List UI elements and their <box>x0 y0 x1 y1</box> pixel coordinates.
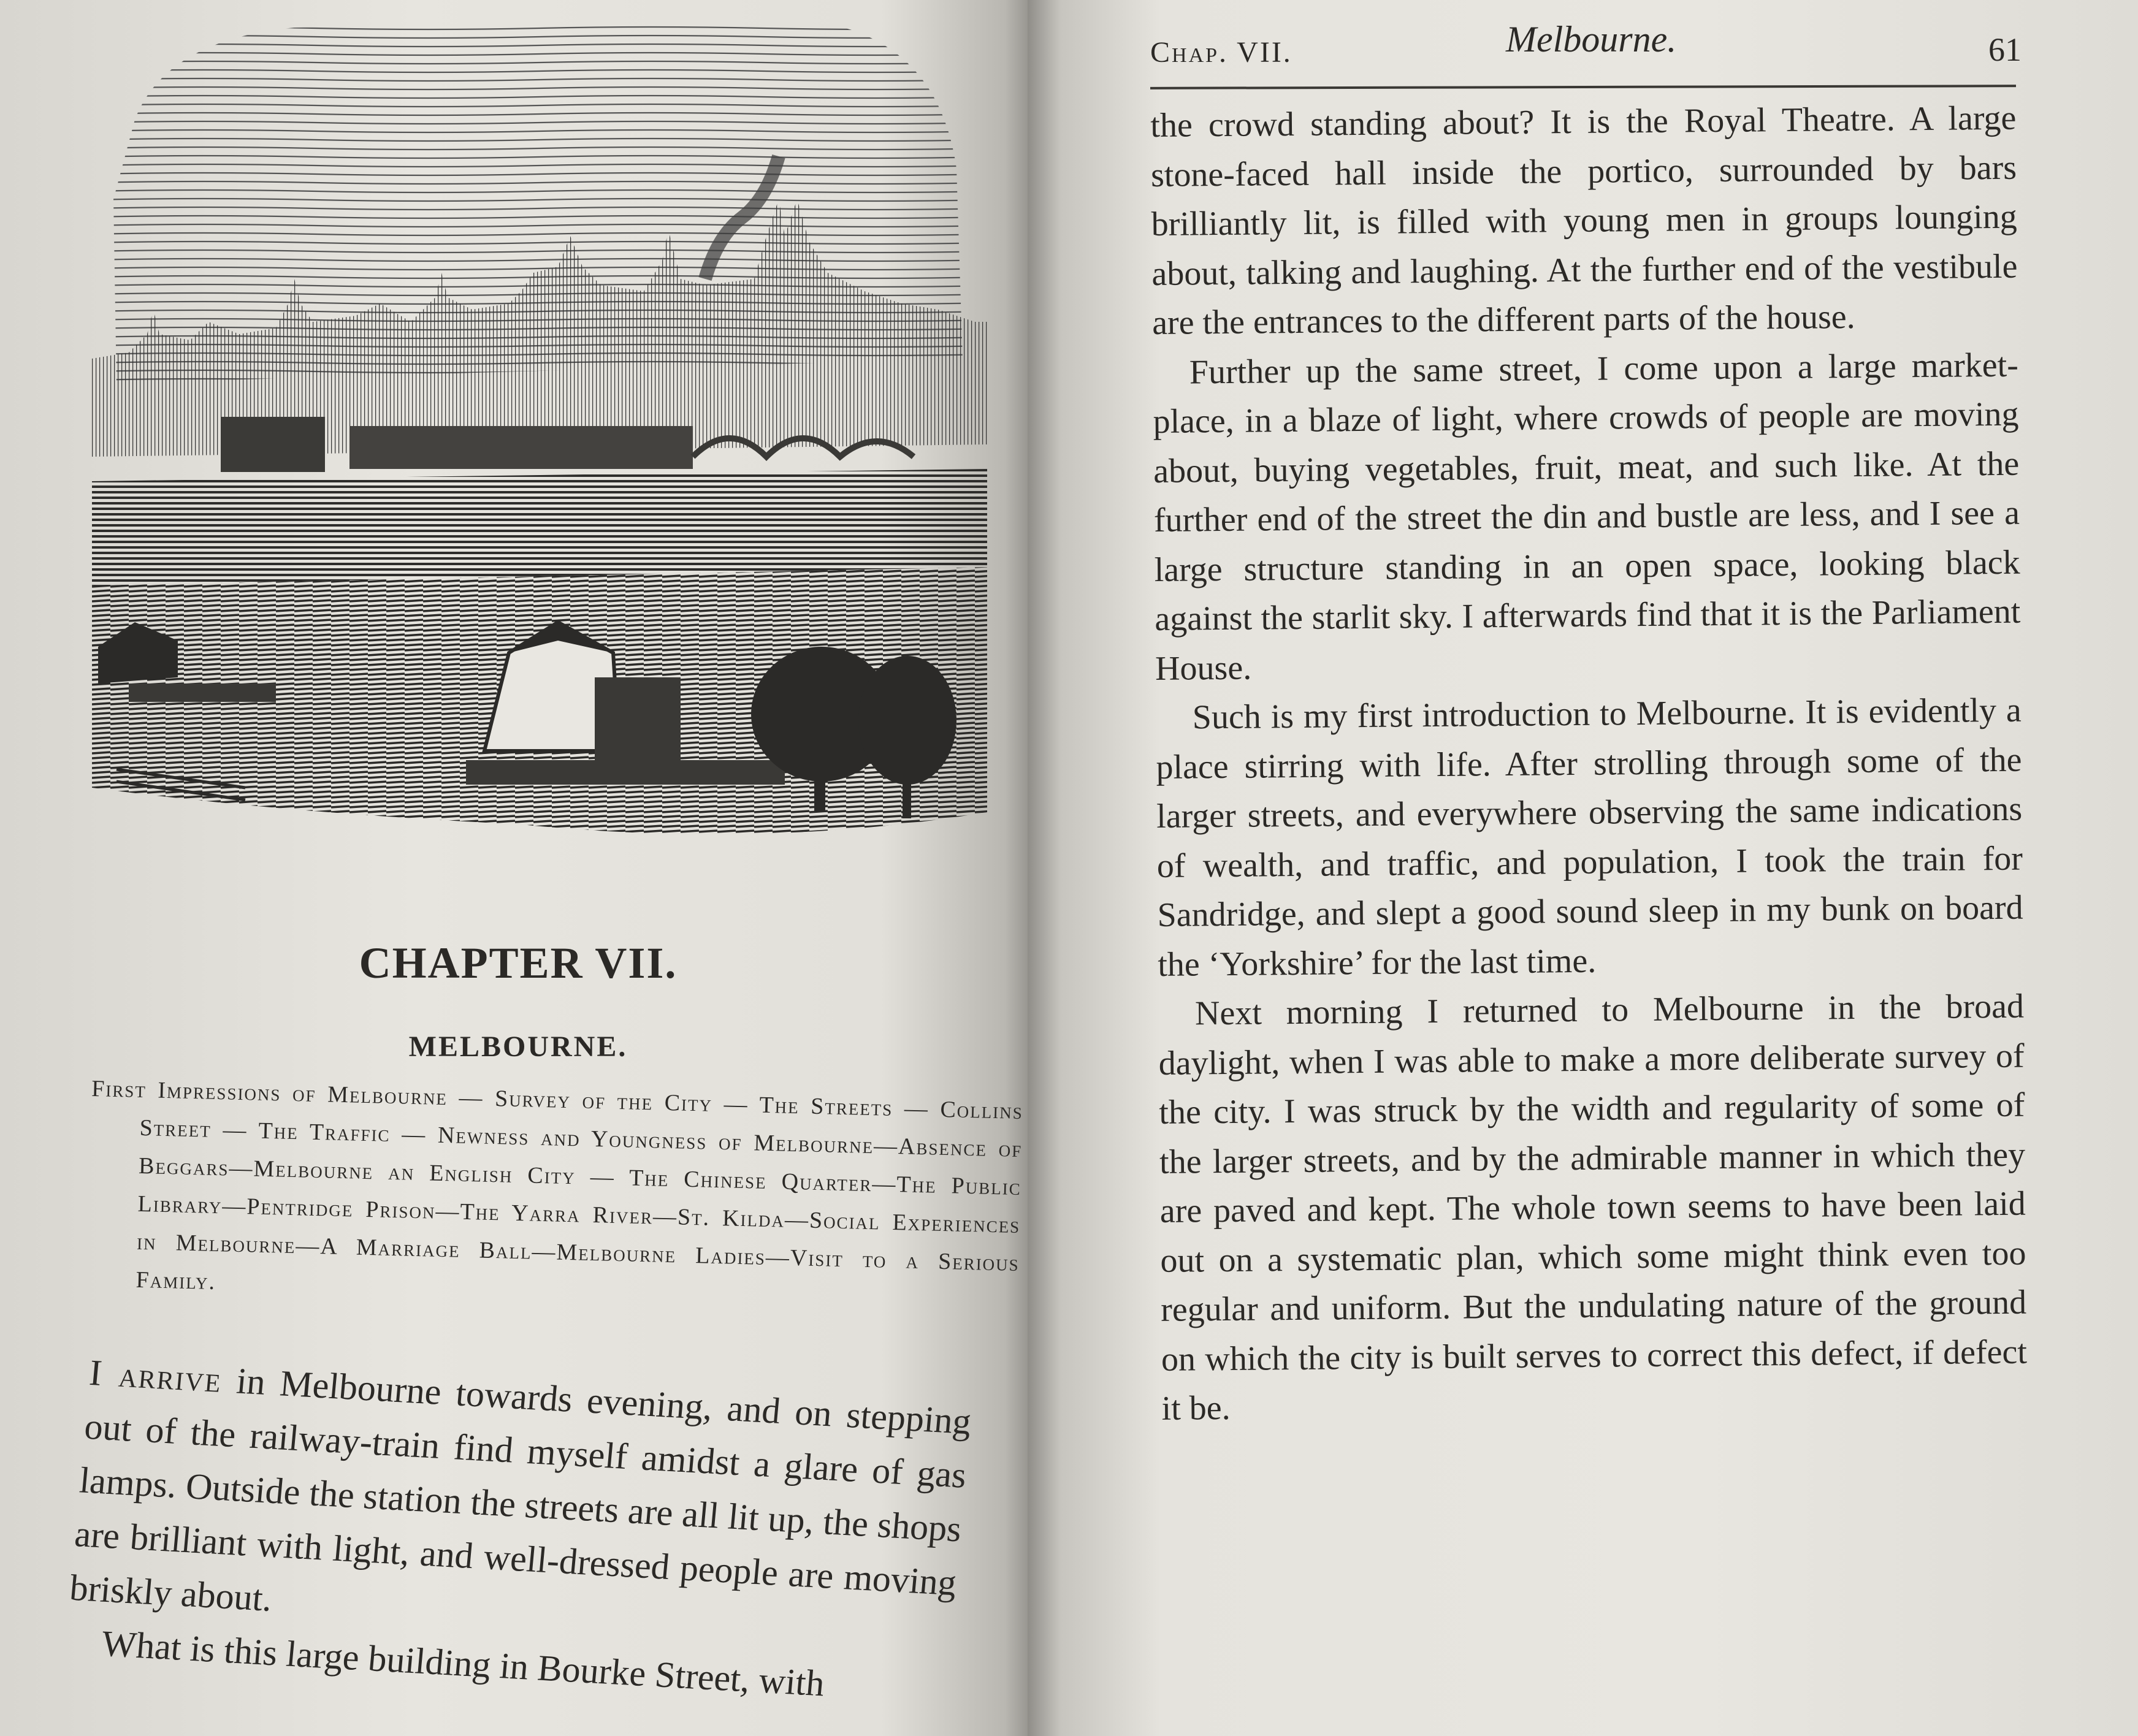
chapter-title: CHAPTER VII. <box>359 938 678 988</box>
running-head-chapter: Chap. VII. <box>1150 36 1292 69</box>
melbourne-engraving <box>92 15 987 861</box>
left-page <box>0 0 1036 1736</box>
chapter-subtitle: MELBOURNE. <box>408 1030 628 1063</box>
left-body-text <box>63 1346 974 1718</box>
right-paragraph-3: Such is my first introduction to Melbourne. It is evidently a place stirring with life. After strolling through some of the larger streets, and everywhere observing the same indications of wealth, and traffic, and population, I took the train for Sandridge, and slept a good sound sleep in my bunk on board the ‘Yorkshire’ for the last time. <box>1156 691 2023 984</box>
right-page <box>1028 0 2138 1736</box>
left-paragraph-1-text: in Melbourne towards evening, and on stepping out of the railway-train find myself amidst a glare of gas lamps. Outside the station the streets are all lit up, the shops are brilliant with light, and well-dressed people are moving briskly about. <box>68 1360 973 1619</box>
lead-words: I arrive <box>88 1352 224 1400</box>
right-paragraph-4: Next morning I returned to Melbourne in the broad daylight, when I was able to make a more deliberate survey of the city. I was struck by the width and regularity of some of the larger streets, and by the admirable manner in which they are paved and kept. The whole town seems to have been laid out on a systematic plan, which some might think even too regular and uniform. But the undulating nature of the ground on which the city is built serves to correct this defect, if defect it be. <box>1158 987 2028 1428</box>
running-head <box>1028 18 2138 92</box>
page-number: 61 <box>1988 31 2022 68</box>
right-paragraph-1: the crowd standing about? It is the Royal Theatre. A large stone-faced hall inside the portico, surrounded by bars brilliantly lit, is filled with young men in groups lounging about, talking and laughing. At the further end of the vestibule are the entrances to the different parts of the house. <box>1150 99 2018 342</box>
left-paragraph-1 <box>67 1346 974 1664</box>
right-body-text <box>1150 94 2028 1434</box>
left-paragraph-2: What is this large building in Bourke Street, with <box>100 1623 827 1704</box>
chapter-synopsis: First Impressions of Melbourne — Survey of the City — The Streets — Collins Street — The Traffic — Newness and Youngness of Melbourne—Absence of Beggars—Melbourne an English City — The Chinese Quarter—The Public Library—Pentridge Prison—The Yarra River—St. Kilda—Social Experiences in Melbourne—A Marriage Ball—Melbourne Ladies—Visit to a Serious Family. <box>91 1075 1024 1295</box>
right-paragraph-2: Further up the same street, I come upon a large market-place, in a blaze of light, where crowds of people are moving about, buying vegetables, fruit, meat, and such like. At the further end of the street the din and bustle are less, and I see a large structure standing in an open space, looking black against the starlit sky. I afterwards find that it is the Parliament House. <box>1153 346 2021 688</box>
running-head-title: Melbourne. <box>1506 19 1677 59</box>
